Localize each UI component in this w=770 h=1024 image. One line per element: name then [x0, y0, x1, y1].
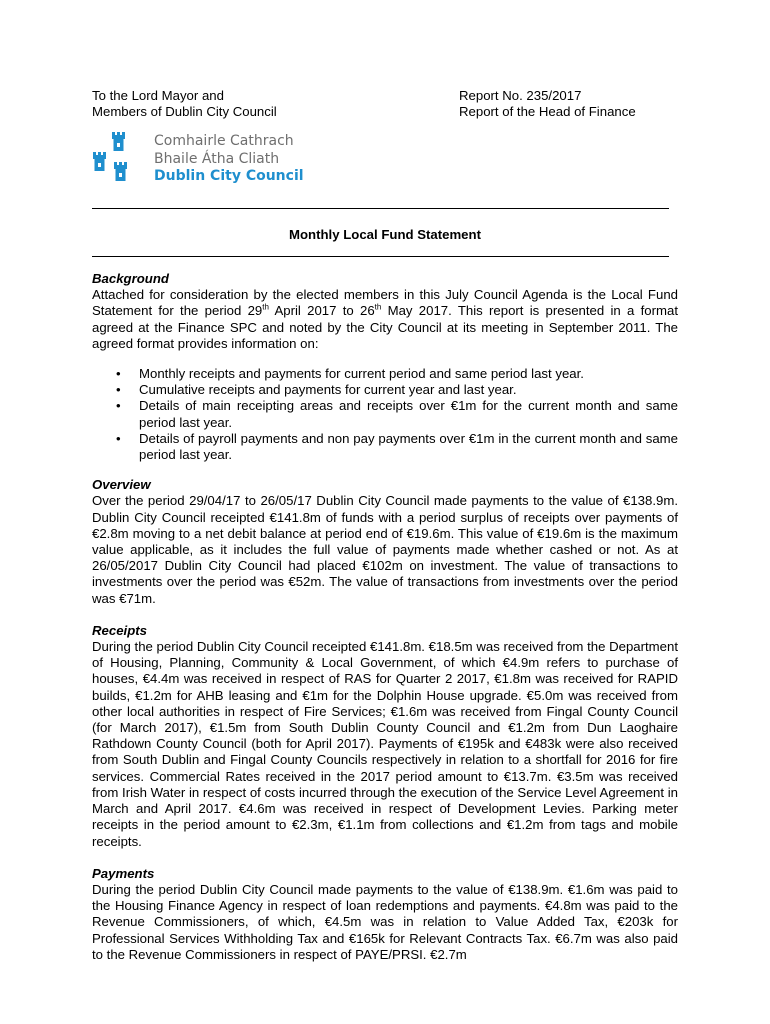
list-item [92, 366, 678, 382]
logo-line-irish-2: Bhaile Átha Cliath [154, 150, 280, 167]
top-divider [92, 208, 669, 209]
list-item [92, 382, 678, 398]
castle-towers-icon [92, 130, 148, 188]
tower-top [112, 132, 125, 151]
ordinal-suffix: th [374, 303, 382, 313]
background-paragraph [92, 287, 678, 352]
report-body [92, 271, 678, 979]
document-title: Monthly Local Fund Statement [289, 227, 481, 242]
list-item [92, 398, 678, 430]
ordinal-suffix: th [262, 303, 269, 313]
background-heading: Background [92, 271, 169, 286]
addressee-line-1: To the Lord Mayor and [92, 88, 224, 103]
list-item-text: Monthly receipts and payments for current period and same period last year. [139, 366, 584, 382]
addressee-line-2: Members of Dublin City Council [92, 104, 277, 119]
tower-right [114, 162, 127, 181]
payments-heading: Payments [92, 865, 155, 881]
background-text-part-2: April 2017 to 26 [268, 303, 375, 319]
overview-heading: Overview [92, 477, 151, 493]
tower-left [93, 152, 106, 171]
bullet-icon: • [116, 430, 121, 446]
list-item-text: Details of payroll payments and non pay payments over €1m in the current month and same period last year. [139, 430, 678, 463]
payments-paragraph: During the period Dublin City Council made payments to the value of €138.9m. €1.6m was paid to the Housing Finance Agency in respect of loan redemptions and payments. €4.8m was paid to the Revenue Commissioners, of which, €4.5m was in relation to Value Added Tax, €203k for Professional Services Withholding Tax and €165k for Relevant Contracts Tax. €6.7m was also paid to the Revenue Commissioners in respect of PAYE/PRSI. €2.7m [92, 881, 678, 962]
report-number: Report No. 235/2017 [459, 88, 582, 103]
background-section [92, 271, 678, 463]
bullet-icon: • [116, 398, 121, 414]
bottom-divider [92, 256, 669, 257]
receipts-paragraph: During the period Dublin City Council receipted €141.8m. €18.5m was received from the Department of Housing, Planning, Community & Local Government, of which €4.9m refers to purchase of houses, €4.4m was received in respect of RAS for Quarter 2 2017, €1.8m was received for RAPID builds, €1.2m for AHB leasing and €1m for the Dolphin House upgrade. €5.0m was received from other local authorities in respect of Fire Services; €1.6m was received from Fingal County Council (for March 2017), €1.5m from South Dublin County Council and €1.2m from Dun Laoghaire Rathdown County Council (both for April 2017). Payments of €195k and €483k were also received from South Dublin and Fingal County Councils respectively in relation to a shortfall for 2016 for fire services. Commercial Rates received in the 2017 period amount to €13.7m. €3.5m was received from Irish Water in respect of costs incurred through the execution of the Service Level Agreement in March and April 2017. €4.6m was received in respect of Development Levies. Parking meter receipts in the period amount to €2.3m, €1.1m from collections and €1.2m from tags and mobile receipts. [92, 639, 678, 849]
report-author: Report of the Head of Finance [459, 104, 636, 119]
logo-wordmark [154, 133, 304, 186]
overview-section [92, 477, 678, 607]
list-item-text: Details of main receipting areas and receipts over €1m for the current month and same period last year. [139, 398, 678, 430]
overview-paragraph: Over the period 29/04/17 to 26/05/17 Dublin City Council made payments to the value of €138.9m. Dublin City Council receipted €141.8m of funds with a period surplus of receipts over payments of €2.8m moving to a net debit balance at period end of €19.6m. This value of €19.6m is the maximum value applicable, as it includes the full value of payments made whether cashed or not. As at 26/05/2017 Dublin City Council had placed €102m on investment. The value of transactions to investments over the period was €52m. The value of transactions from investments over the period was €71m. [92, 493, 678, 606]
agreed-format-list [92, 366, 678, 463]
receipts-heading: Receipts [92, 622, 147, 638]
addressee-block [92, 88, 277, 120]
background-text-part-1: Attached for consideration by the elected members in this July Council Agenda is the Local Fund Statement for the period 29 [92, 287, 678, 319]
council-logo [92, 130, 312, 192]
background-text-part-3: May 2017. This report is presented in a format agreed at the Finance SPC and noted by the City Council at its meeting in September 2011. The agreed format provides information on: [92, 303, 678, 351]
logo-line-irish-1: Comhairle Cathrach [154, 133, 294, 149]
bullet-icon: • [116, 382, 121, 398]
list-item [92, 431, 678, 463]
payments-section [92, 866, 678, 963]
list-item-text: Cumulative receipts and payments for current year and last year. [139, 382, 517, 398]
receipts-section [92, 623, 678, 850]
logo-line-english: Dublin City Council [154, 168, 304, 184]
bullet-icon: • [116, 366, 121, 382]
report-info-block [459, 88, 636, 120]
